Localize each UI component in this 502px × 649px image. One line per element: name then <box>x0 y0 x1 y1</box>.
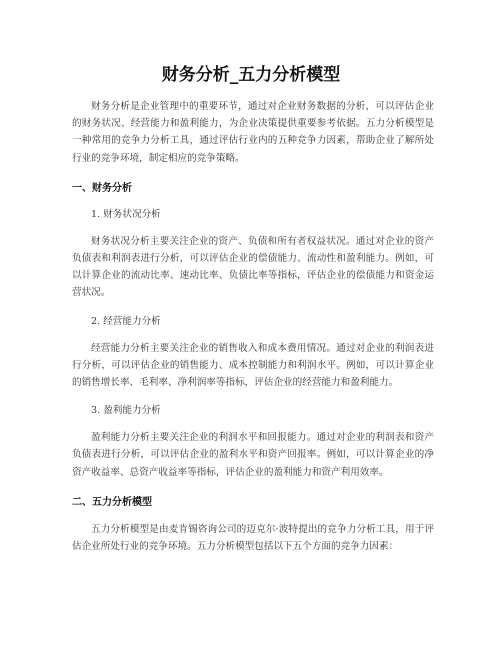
paragraph-financial-status: 财务状况分析主要关注企业的资产、负债和所有者权益状况。通过对企业的资产负债表和利润表进行分析，可以评估企业的偿债能力、流动性和盈利能力。例如，可以计算企业的流动比率、速动比率、负债比率等指标，评估企业的偿债能力和资金运营状况。 <box>72 235 434 299</box>
section-heading-five-forces: 二、五力分析模型 <box>72 496 152 508</box>
subheading-operating-ability: 2. 经营能力分析 <box>91 315 161 327</box>
document-body <box>72 98 434 555</box>
subheading-financial-status: 1. 财务状况分析 <box>91 208 161 220</box>
paragraph-profitability: 盈利能力分析主要关注企业的利润水平和回报能力。通过对企业的利润表和资产负债表进行分析，可以评估企业的盈利水平和资产回报率。例如，可以计算企业的净资产收益率、总资产收益率等指标，评估企业的盈利能力和资产利用效率。 <box>72 432 434 478</box>
document-title: 财务分析_五力分析模型 <box>161 65 341 85</box>
paragraph-operating-ability: 经营能力分析主要关注企业的销售收入和成本费用情况。通过对企业的利润表进行分析，可以评估企业的销售能力、成本控制能力和利润水平。例如，可以计算企业的销售增长率、毛利率、净利润率等指标，评估企业的经营能力和盈利能力。 <box>72 342 434 389</box>
paragraph-five-forces-intro: 五力分析模型是由麦肯锡咨询公司的迈克尔·波特提出的竞争力分析工具，用于评估企业所处行业的竞争环境。五力分析模型包括以下五个方面的竞争力因素： <box>72 523 434 553</box>
section-heading-financial-analysis: 一、财务分析 <box>72 182 132 194</box>
subheading-profitability: 3. 盈利能力分析 <box>91 405 161 417</box>
intro-paragraph: 财务分析是企业管理中的重要环节，通过对企业财务数据的分析，可以评估企业的财务状况、经营能力和盈利能力，为企业决策提供重要参考依据。五力分析模型是一种常用的竞争力分析工具，通过评估行业内的五种竞争力因素，帮助企业了解所处行业的竞争环境，制定相应的竞争策略。 <box>72 101 434 164</box>
